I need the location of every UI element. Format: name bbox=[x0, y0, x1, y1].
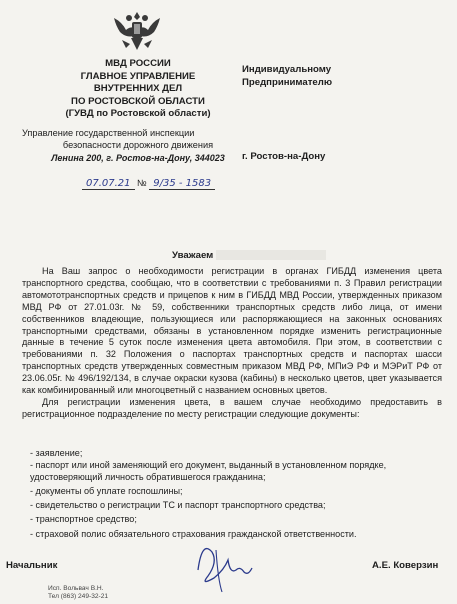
document-item: - транспортное средство; bbox=[30, 514, 137, 525]
handwritten-signature-icon bbox=[188, 530, 258, 596]
redacted-name bbox=[216, 250, 326, 260]
directorate-line-1: ГЛАВНОЕ УПРАВЛЕНИЕ bbox=[80, 70, 196, 82]
documents-list bbox=[30, 446, 442, 541]
department-line-2: безопасности дорожного движения bbox=[62, 140, 214, 151]
body-paragraph-1: На Ваш запрос о необходимости регистрации в органах ГИБДД изменения цвета транспортного средства, сообщаю, что в соответствии с требованиями п. 3 Правил регистрации автомототранспортных средств и прицепов к ним в ГИБДД МВД России, утвержденных приказом МВД РФ от 27.01.03г. № 59, собственники транспортных средств либо лица, от имени собственников владеющие, пользующиеся или распоряжающиеся на законных основаниях транспортными средствами, обязаны в установленном порядке изменить регистрационные данные в течение 5 суток после изменения цвета автомобиля. При этом, в соответствии с требованиями п. 32 Положения о паспортах транспортных средств и паспортах шасси транспортных средств утвержденных совместным приказом МВД РФ, МПиЭ РФ и МЭРиТ РФ от 23.06.05г. № 496/192/134, в случае окраски кузова (кабины) в несколько цветов, цвет указывается как комбинированный или многоцветный с названием основных цветов. bbox=[22, 266, 442, 396]
greeting-text: Уважаем bbox=[172, 250, 214, 261]
outgoing-number-line bbox=[82, 178, 215, 190]
document-item: - заявление; bbox=[30, 448, 83, 458]
executor-info bbox=[48, 585, 108, 601]
greeting-line bbox=[172, 250, 326, 261]
number-label: № bbox=[137, 178, 147, 188]
recipient-line-1: Индивидуальному bbox=[242, 64, 332, 75]
signatory-title: Начальник bbox=[6, 560, 58, 571]
department-line-1: Управление государственной инспекции bbox=[22, 128, 195, 138]
document-item: - документы об уплате госпошлины; bbox=[30, 486, 183, 497]
directorate-line-2: ВНУТРЕННИХ ДЕЛ bbox=[93, 83, 183, 95]
department-address: Ленина 200, г. Ростов-на-Дону, 344023 bbox=[51, 152, 225, 163]
recipient-line-2: Предпринимателю bbox=[242, 76, 333, 88]
organization-header bbox=[22, 58, 254, 121]
directorate-line-3: ПО РОСТОВСКОЙ ОБЛАСТИ bbox=[71, 95, 205, 107]
letter-body bbox=[22, 266, 442, 421]
recipient-block bbox=[242, 64, 332, 89]
executor-phone: Тел (863) 249-32-21 bbox=[48, 593, 109, 600]
executor-name: Исп. Вольвач В.Н. bbox=[48, 585, 104, 592]
handwritten-date: 07.07.21 bbox=[82, 178, 135, 190]
document-item: - страховой полис обязательного страхования гражданской ответственности. bbox=[30, 528, 357, 539]
handwritten-number: 9/35 - 1583 bbox=[149, 178, 215, 190]
recipient-city: г. Ростов-на-Дону bbox=[242, 151, 326, 162]
agency-name: МВД РОССИИ bbox=[105, 58, 171, 69]
body-paragraph-2: Для регистрации изменения цвета, в вашем случае необходимо предоставить в регистрационное подразделение по месту регистрации следующие документы: bbox=[22, 396, 442, 419]
document-item: - паспорт или иной заменяющий его документ, выданный в установленном порядке, удостоверяющий личность обратившегося гражданина; bbox=[30, 460, 387, 483]
signatory-name: А.Е. Коверзин bbox=[372, 560, 439, 571]
directorate-abbrev: (ГУВД по Ростовской области) bbox=[65, 108, 211, 120]
document-item: - свидетельство о регистрации ТС и паспорт транспортного средства; bbox=[30, 500, 326, 511]
department-block bbox=[22, 127, 254, 164]
double-headed-eagle-emblem-icon bbox=[112, 6, 162, 54]
